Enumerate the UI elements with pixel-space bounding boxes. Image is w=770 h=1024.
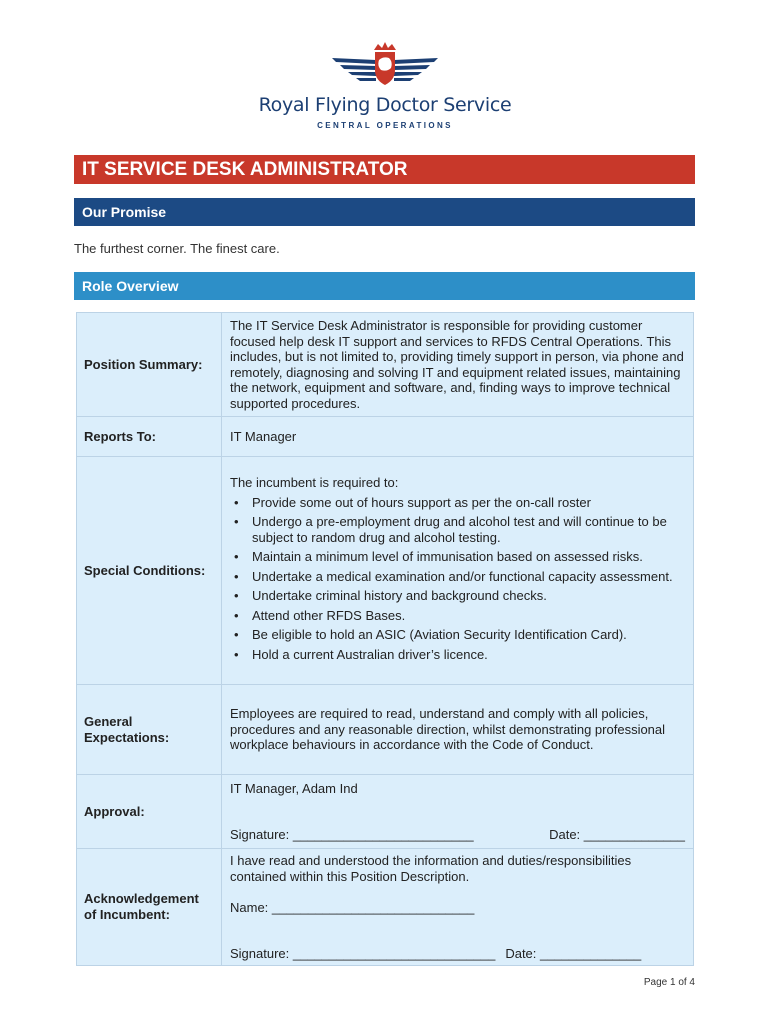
our-promise-header	[74, 198, 695, 226]
acknowledgement-name-field: Name: ____________________________	[230, 900, 475, 915]
table-row	[77, 849, 694, 966]
position-summary-text: The IT Service Desk Administrator is responsible for providing customer focused help desk IT support and services to RFDS Central Operations. This includes, but is not limited to, providing timely support in person, via phone and remotely, diagnosing and solving IT and equipment related issues, maintaining the network, equipment and software, and, finding ways to improve technical supported procedures.	[222, 313, 694, 417]
table-row	[77, 417, 694, 457]
rfds-logo	[250, 40, 520, 132]
table-row	[77, 685, 694, 775]
list-item: • Attend other RFDS Bases.	[230, 608, 685, 624]
approval-signature-field: Signature: _________________________	[230, 826, 474, 842]
approval-cell	[222, 775, 694, 849]
position-summary-label: Position Summary:	[77, 313, 222, 417]
our-promise-label: Our Promise	[82, 204, 167, 220]
approval-label: Approval:	[77, 775, 222, 849]
acknowledgement-label: Acknowledgement of Incumbent:	[77, 849, 222, 966]
special-conditions-cell	[222, 457, 694, 685]
general-expectations-label: General Expectations:	[77, 685, 222, 775]
winged-emblem-icon	[250, 40, 520, 94]
reports-to-label: Reports To:	[77, 417, 222, 457]
logo-name: Royal Flying Doctor Service	[258, 94, 512, 116]
reports-to-text: IT Manager	[222, 417, 694, 457]
acknowledgement-cell	[222, 849, 694, 966]
list-item: • Be eligible to hold an ASIC (Aviation Security Identification Card).	[230, 627, 685, 643]
document-title: IT SERVICE DESK ADMINISTRATOR	[82, 159, 408, 180]
list-item: • Undertake criminal history and background checks.	[230, 588, 685, 604]
logo-subtitle: CENTRAL OPERATIONS	[317, 121, 453, 130]
list-item: • Undertake a medical examination and/or functional capacity assessment.	[230, 569, 685, 585]
approval-date-field: Date: ______________	[549, 826, 685, 842]
page-number: Page 1 of 4	[643, 977, 695, 988]
acknowledgement-text: I have read and understood the information and duties/responsibilities contained within this Position Description.	[230, 853, 632, 884]
list-item: • Hold a current Australian driver’s licence.	[230, 647, 685, 663]
general-expectations-text: Employees are required to read, understand and comply with all policies, procedures and any reasonable direction, whilst demonstrating professional workplace behaviours in accordance with the Code of Conduct.	[222, 685, 694, 775]
approval-signature-row	[230, 827, 685, 843]
role-overview-label: Role Overview	[82, 278, 179, 294]
table-row	[77, 313, 694, 417]
acknowledgement-date-field: Date: ______________	[505, 945, 642, 961]
approver-name: IT Manager, Adam Ind	[230, 781, 358, 796]
special-conditions-list	[230, 495, 685, 663]
acknowledgement-signature-field: Signature: ____________________________	[230, 945, 496, 961]
special-conditions-label: Special Conditions:	[77, 457, 222, 685]
list-item: • Provide some out of hours support as per the on-call roster	[230, 495, 685, 511]
table-row	[77, 775, 694, 849]
list-item: • Maintain a minimum level of immunisation based on assessed risks.	[230, 549, 685, 565]
acknowledgement-signature-row	[230, 946, 685, 962]
special-conditions-intro: The incumbent is required to:	[230, 475, 399, 490]
document-title-bar	[74, 155, 695, 184]
role-overview-table	[76, 312, 694, 966]
role-overview-header	[74, 272, 695, 300]
list-item: • Undergo a pre-employment drug and alcohol test and will continue to be subject to random drug and alcohol testing.	[230, 514, 685, 545]
tagline: The furthest corner. The finest care.	[74, 241, 280, 256]
table-row	[77, 457, 694, 685]
